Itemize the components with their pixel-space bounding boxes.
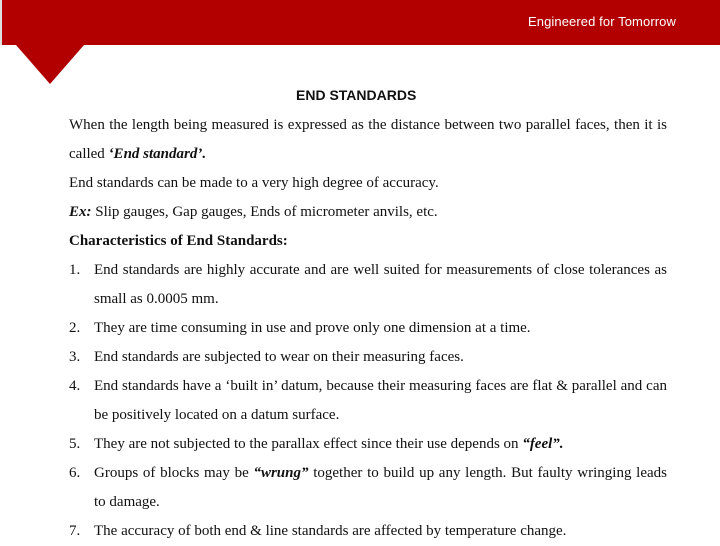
- intro-text: When the length being measured is expressed as the distance between two parallel faces, then it is called: [69, 117, 667, 162]
- example-text: Slip gauges, Gap gauges, Ends of micrometer anvils, etc.: [91, 204, 438, 220]
- list-item-emphasis: “wrung”: [253, 465, 309, 481]
- page-title: END STANDARDS: [296, 87, 417, 103]
- list-item-text: Groups of blocks may be: [94, 465, 254, 481]
- slide-body: [69, 111, 667, 546]
- example-line: [69, 198, 667, 227]
- list-item: [69, 517, 667, 546]
- list-item-text: End standards have a ‘built in’ datum, because their measuring faces are flat & parallel and can be positively located on a datum surface.: [94, 378, 667, 423]
- list-item-number: 7.: [69, 523, 81, 539]
- list-item-number: 3.: [69, 349, 81, 365]
- list-item: [69, 430, 667, 459]
- intro-term: ‘End standard’.: [108, 146, 207, 162]
- list-item-text: They are not subjected to the parallax effect since their use depends on: [94, 436, 523, 452]
- list-item: [69, 459, 667, 517]
- list-item-text: They are time consuming in use and prove only one dimension at a time.: [94, 320, 531, 336]
- list-item-text: End standards are subjected to wear on their measuring faces.: [94, 349, 464, 365]
- header-red-bar: [0, 0, 720, 84]
- example-label: Ex:: [69, 204, 92, 220]
- list-item-number: 4.: [69, 378, 81, 394]
- header-tagline: Engineered for Tomorrow: [527, 14, 676, 29]
- accuracy-statement: End standards can be made to a very high degree of accuracy.: [69, 175, 439, 191]
- list-item-text-after: together to build up any length. But faulty wringing leads to damage.: [94, 465, 667, 510]
- intro-paragraph: [69, 111, 667, 169]
- list-item-text: The accuracy of both end & line standards are affected by temperature change.: [94, 523, 567, 539]
- list-item-number: 1.: [69, 262, 81, 278]
- characteristics-list: [69, 256, 667, 546]
- list-item-number: 6.: [69, 465, 81, 481]
- list-item: [69, 343, 667, 372]
- list-item-text: End standards are highly accurate and are well suited for measurements of close tolerances as small as 0.0005 mm.: [94, 262, 667, 307]
- list-item: [69, 314, 667, 343]
- list-item: [69, 372, 667, 430]
- list-item-emphasis: “feel”.: [522, 436, 564, 452]
- characteristics-heading: Characteristics of End Standards:: [69, 233, 288, 249]
- list-item-number: 5.: [69, 436, 81, 452]
- list-item-number: 2.: [69, 320, 81, 336]
- list-item: [69, 256, 667, 314]
